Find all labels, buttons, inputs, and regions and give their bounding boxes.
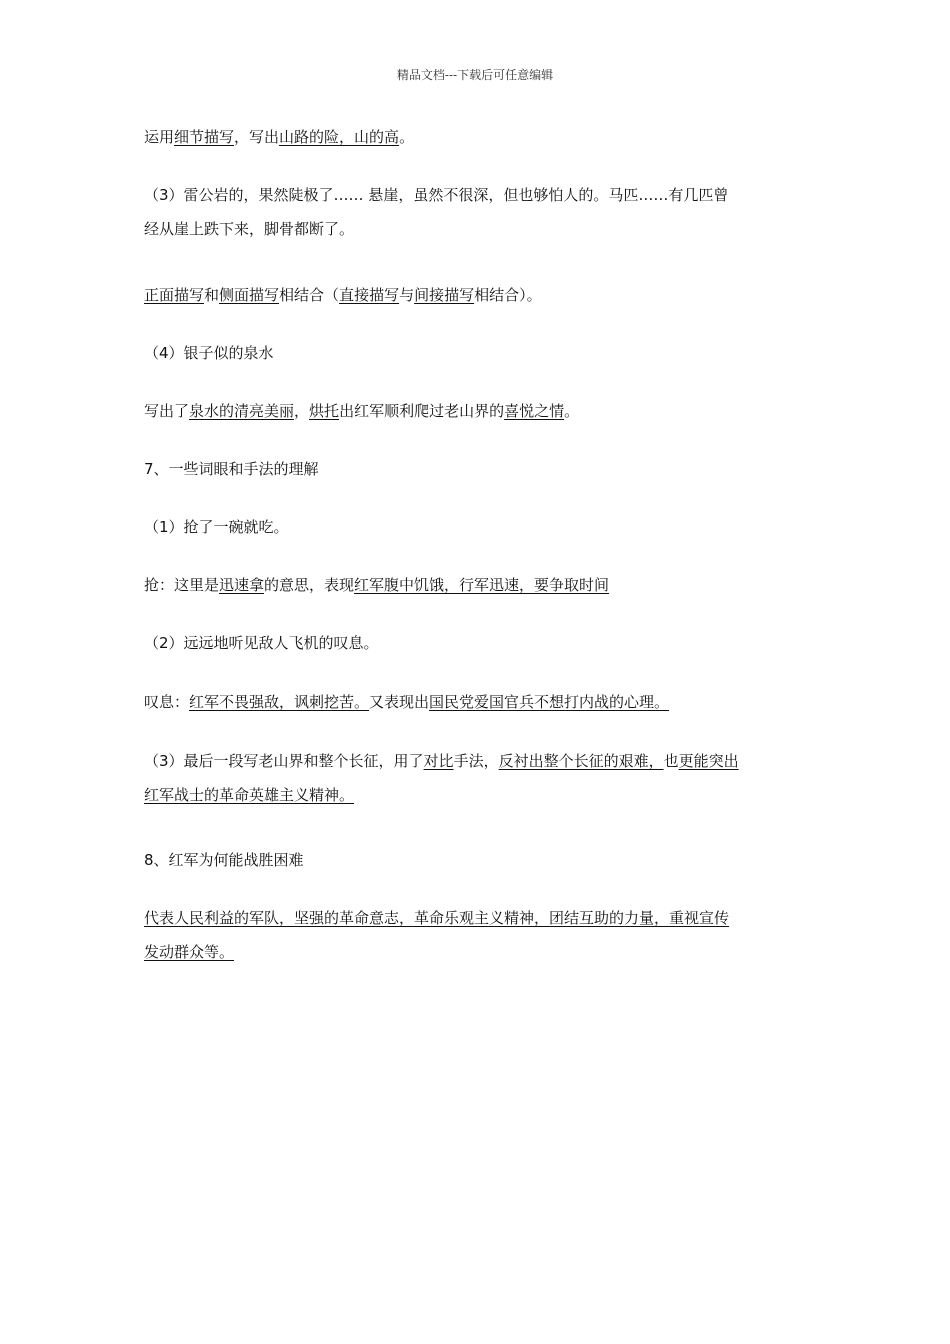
text-line [144, 935, 812, 969]
text-run: 与 [399, 286, 415, 304]
underlined-text: 迅速拿 [219, 576, 265, 594]
text-run: 经从崖上跌下来，脚骨都断了。 [144, 220, 355, 238]
paragraph [144, 901, 812, 969]
underlined-text: 泉水的清亮美丽 [189, 402, 295, 420]
paragraph [144, 178, 812, 246]
section-heading [144, 843, 812, 877]
text-run: （3）最后一段写老山界和整个长征，用了 [144, 752, 424, 770]
underlined-text: 正面描写 [144, 286, 205, 304]
text-run: 运用 [144, 128, 175, 146]
underlined-text: 烘托 [309, 402, 340, 420]
text-run: （4）银子似的泉水 [144, 344, 274, 362]
text-run: 。 [399, 128, 415, 146]
text-line [144, 452, 812, 486]
text-run: ，写出 [234, 128, 280, 146]
text-line [144, 336, 812, 370]
underlined-text: 红军战士的革命英雄主义精神。 [144, 786, 355, 804]
text-line [144, 394, 812, 428]
underlined-text: 红军不畏强敌，讽刺挖苦。 [189, 693, 370, 711]
underlined-text: 国民党爱国官兵不想打内战的心理。 [429, 693, 670, 711]
text-run: 又表现出 [369, 693, 430, 711]
text-line [144, 212, 812, 246]
underlined-text: 直接描写 [339, 286, 400, 304]
underlined-text: 侧面描写 [219, 286, 280, 304]
text-line [144, 778, 812, 812]
text-run: ， [294, 402, 310, 420]
text-run: 出红军顺利爬过老山界的 [339, 402, 505, 420]
text-run: （1）抢了一碗就吃。 [144, 518, 289, 536]
text-run: 8、红军为何能战胜困难 [144, 851, 304, 869]
text-line [144, 626, 812, 660]
underlined-text: 山路的险，山的高 [279, 128, 400, 146]
underlined-text: 代表人民利益的军队，坚强的革命意志，革命乐观主义精神，团结互助的力量，重视宣传 [144, 909, 730, 927]
text-line [144, 685, 812, 719]
text-line [144, 744, 812, 778]
text-run: 叹息： [144, 693, 190, 711]
paragraph [144, 510, 812, 544]
text-run: （2）远远地听见敌人飞机的叹息。 [144, 634, 379, 652]
underlined-text: 间接描写 [414, 286, 475, 304]
text-run: 。 [564, 402, 580, 420]
text-run: 也 [663, 752, 679, 770]
underlined-text: 红军腹中饥饿，行军迅速，要争取时间 [354, 576, 610, 594]
underlined-text: 细节描写 [174, 128, 235, 146]
paragraph [144, 278, 812, 312]
underlined-text: 反衬出整个长征的艰难， [498, 752, 664, 770]
underlined-text: 发动群众等。 [144, 943, 235, 961]
paragraph [144, 568, 812, 602]
section-heading [144, 452, 812, 486]
paragraph [144, 120, 812, 154]
text-line [144, 843, 812, 877]
paragraph [144, 336, 812, 370]
text-run: 相结合）。 [474, 286, 542, 304]
text-run: 抢：这里是 [144, 576, 220, 594]
page-header: 精品文档---下载后可任意编辑 [396, 68, 554, 82]
underlined-text: 对比 [423, 752, 454, 770]
text-run: 相结合（ [279, 286, 340, 304]
text-run: 手法， [453, 752, 499, 770]
underlined-text: 喜悦之情 [504, 402, 565, 420]
text-run: 写出了 [144, 402, 190, 420]
underlined-text: 更能突出 [678, 752, 739, 770]
paragraph [144, 394, 812, 428]
text-line [144, 120, 812, 154]
text-run: 7、一些词眼和手法的理解 [144, 460, 319, 478]
text-line [144, 510, 812, 544]
text-run: 的意思，表现 [264, 576, 355, 594]
paragraph [144, 685, 812, 719]
text-run: 和 [204, 286, 220, 304]
paragraph [144, 626, 812, 660]
paragraph [144, 744, 812, 812]
text-line [144, 568, 812, 602]
text-line [144, 178, 812, 212]
text-line [144, 901, 812, 935]
text-run: （3）雷公岩的，果然陡极了…… 悬崖，虽然不很深，但也够怕人的。马匹……有几匹曾 [144, 186, 729, 204]
text-line [144, 278, 812, 312]
